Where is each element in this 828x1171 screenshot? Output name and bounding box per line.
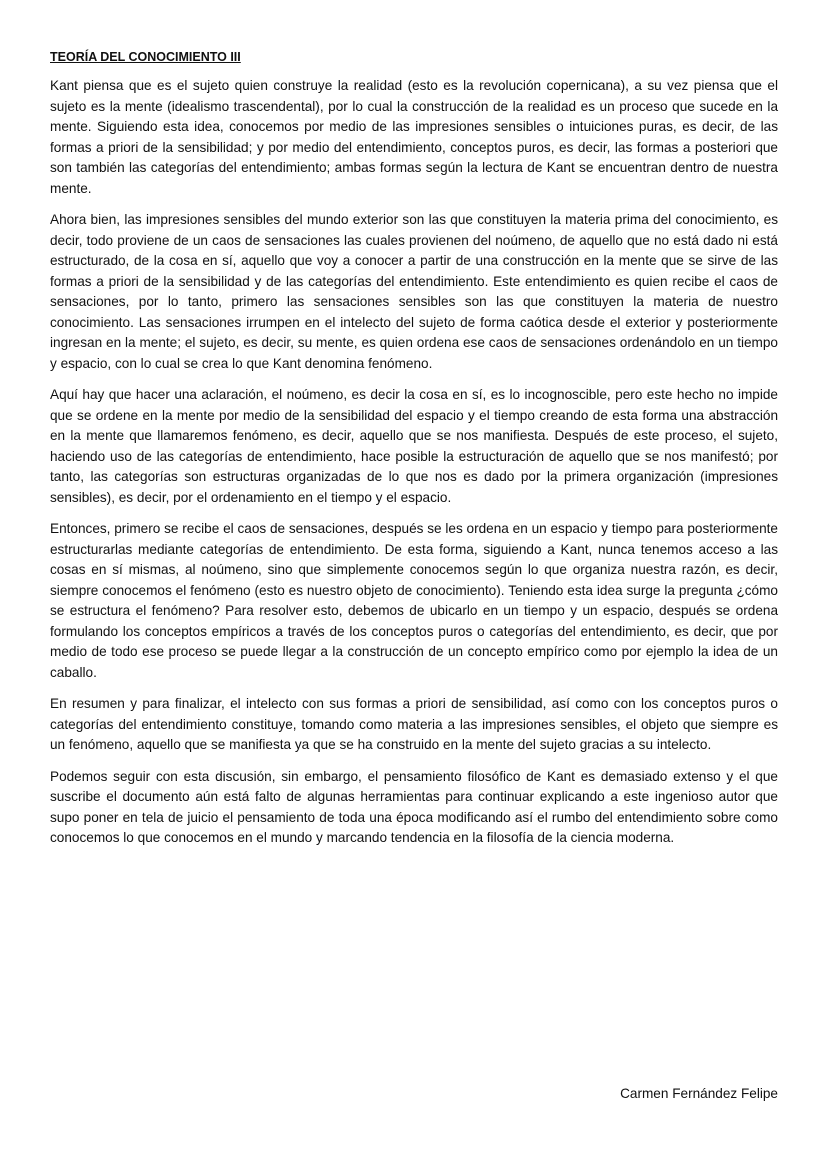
- paragraph-2: Ahora bien, las impresiones sensibles del mundo exterior son las que constituyen la materia prima del conocimiento, es decir, todo proviene de un caos de sensaciones las cuales provienen del noúmeno, de aquello que no está dado ni está estructurado, de la cosa en sí, aquello que voy a conocer a partir de una construcción en la mente que se sirve de las formas a priori de la sensibilidad y de las categorías del entendimiento. Este entendimiento es quien recibe el caos de sensaciones, por lo tanto, primero las sensaciones sensibles son las que constituyen la materia de nuestro conocimiento. Las sensaciones irrumpen en el intelecto del sujeto de forma caótica desde el exterior y posteriormente ingresan en la mente; el sujeto, es decir, su mente, es quien ordena ese caos de sensaciones ordenándolo en un tiempo y espacio, con lo cual se crea lo que Kant denomina fenómeno.: [50, 212, 778, 371]
- paragraph-5: En resumen y para finalizar, el intelecto con sus formas a priori de sensibilidad, así como con los conceptos puros o categorías del entendimiento constituye, tomando como materia a las impresiones sensibles, el objeto que siempre es un fenómeno, aquello que se manifiesta ya que se ha construido en la mente del sujeto gracias a su intelecto.: [50, 696, 778, 752]
- paragraph-4: Entonces, primero se recibe el caos de sensaciones, después se les ordena en un espacio y tiempo para posteriormente estructurarlas mediante categorías de entendimiento. De esta forma, siguiendo a Kant, nunca tenemos acceso a las cosas en sí mismas, al noúmeno, sino que simplemente conocemos según lo que organiza nuestra razón, es decir, siempre conocemos el fenómeno (esto es nuestro objeto de conocimiento). Teniendo esta idea surge la pregunta ¿cómo se estructura el fenómeno? Para resolver esto, debemos de ubicarlo en un tiempo y un espacio, después se ordena formulando los conceptos empíricos a través de los conceptos puros o categorías del entendimiento, es decir, que por medio de todo ese proceso se puede llegar a la construcción de un concepto empírico como por ejemplo la idea de un caballo.: [50, 521, 778, 680]
- author-signature: Carmen Fernández Felipe: [620, 1086, 778, 1101]
- paragraph-3: Aquí hay que hacer una aclaración, el noúmeno, es decir la cosa en sí, es lo incognoscible, pero este hecho no impide que se ordene en la mente por medio de la sensibilidad del espacio y el tiempo creando de esta forma una abstracción en la mente que llamaremos fenómeno, es decir, aquello que se nos manifiesta. Después de este proceso, el sujeto, haciendo uso de las categorías de entendimiento, hace posible la estructuración de aquello que se nos manifestó; por tanto, las categorías son estructuras organizadas de lo que nos es dado por la primera organización (impresiones sensibles), es decir, por el ordenamiento en el tiempo y el espacio.: [50, 387, 778, 505]
- document-body: [50, 50, 778, 860]
- paragraph-1: Kant piensa que es el sujeto quien construye la realidad (esto es la revolución copernicana), a su vez piensa que el sujeto es la mente (idealismo trascendental), por lo cual la construcción de la realidad es un proceso que sucede en la mente. Siguiendo esta idea, conocemos por medio de las impresiones sensibles o intuiciones puras, es decir, de las formas a priori de la sensibilidad; y por medio del entendimiento, conceptos puros, es decir, las formas a posteriori que son también las categorías del entendimiento; ambas formas según la lectura de Kant se encuentran dentro de nuestra mente.: [50, 78, 778, 196]
- document-title: TEORÍA DEL CONOCIMIENTO III: [50, 50, 241, 64]
- paragraph-6: Podemos seguir con esta discusión, sin embargo, el pensamiento filosófico de Kant es demasiado extenso y el que suscribe el documento aún está falto de algunas herramientas para continuar explicando a este ingenioso autor que supo poner en tela de juicio el pensamiento de toda una época modificando así el rumbo del entendimiento sobre como conocemos lo que conocemos en el mundo y marcando tendencia en la filosofía de la ciencia moderna.: [50, 768, 778, 845]
